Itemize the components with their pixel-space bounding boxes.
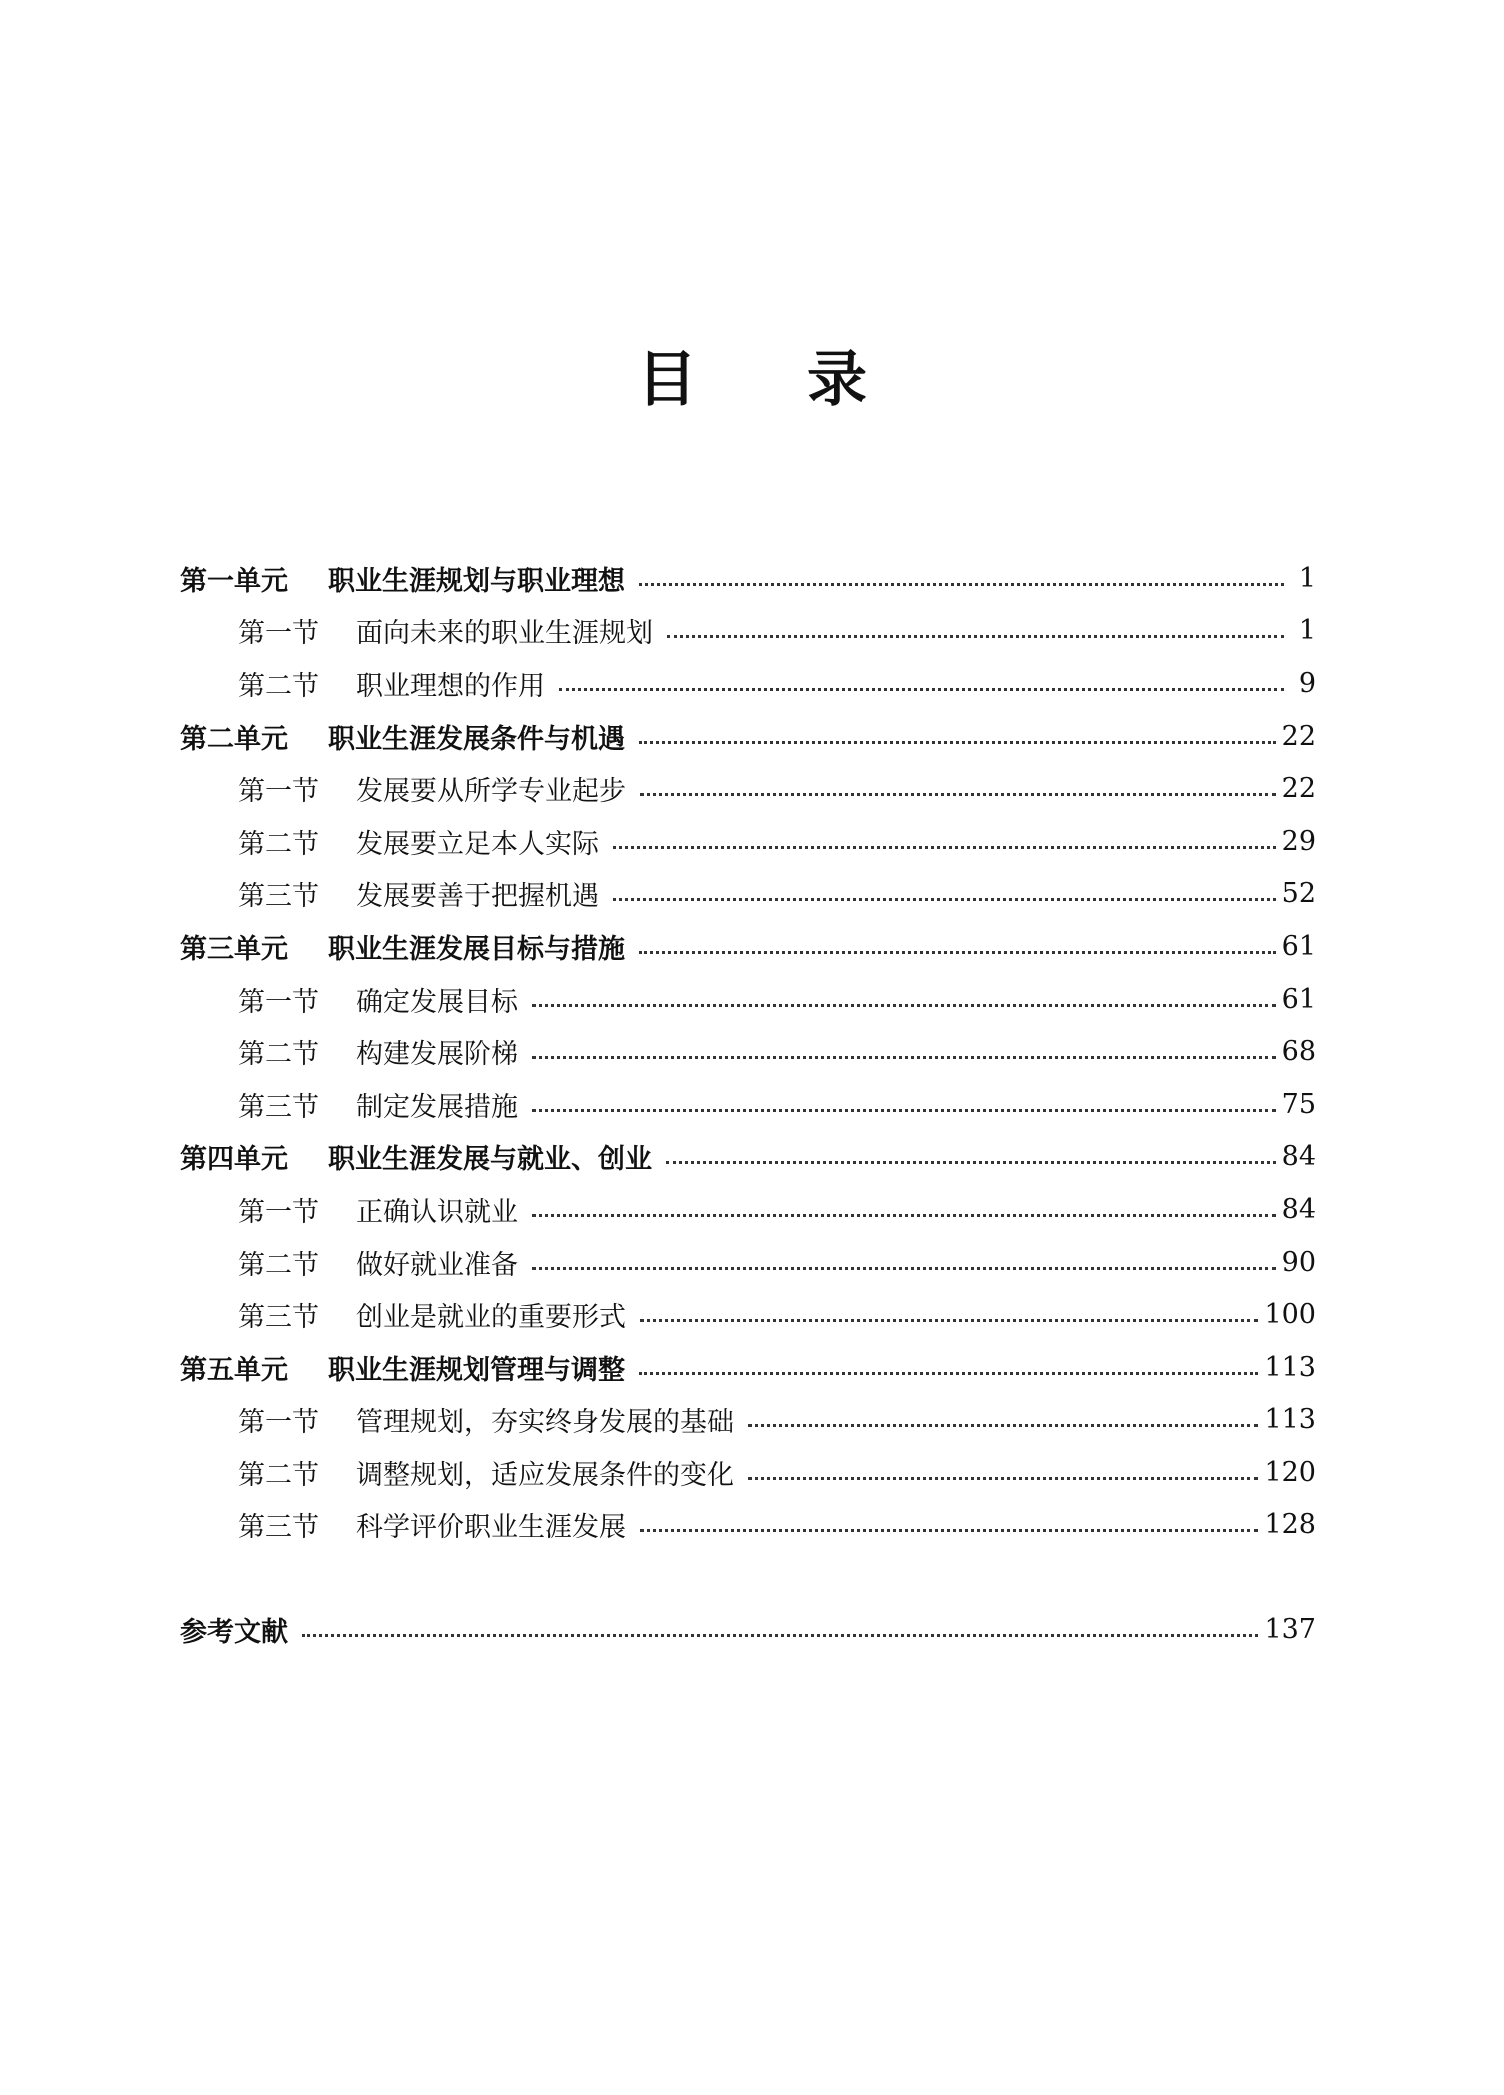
page-number: 100 bbox=[1264, 1299, 1316, 1331]
page-number: 84 bbox=[1281, 1193, 1316, 1225]
page-number: 137 bbox=[1264, 1614, 1316, 1646]
section-label: 第三节 bbox=[238, 1302, 319, 1334]
dot-leader bbox=[640, 793, 1276, 796]
table-of-contents bbox=[180, 552, 1316, 1656]
toc-references[interactable] bbox=[180, 1603, 1316, 1656]
unit-title: 职业生涯发展条件与机遇 bbox=[328, 723, 625, 755]
page-number: 90 bbox=[1281, 1246, 1316, 1278]
section-label: 第二节 bbox=[238, 1249, 319, 1281]
toc-unit-2[interactable] bbox=[180, 710, 1316, 763]
section-title: 发展要善于把握机遇 bbox=[356, 881, 599, 913]
section-title: 科学评价职业生涯发展 bbox=[356, 1512, 626, 1544]
toc-section-4-1[interactable] bbox=[180, 1183, 1316, 1236]
page-number: 52 bbox=[1281, 878, 1316, 910]
toc-section-1-2[interactable] bbox=[180, 657, 1316, 710]
toc-section-5-3[interactable] bbox=[180, 1499, 1316, 1552]
page-number: 22 bbox=[1281, 720, 1316, 752]
section-label: 第二节 bbox=[238, 1459, 319, 1491]
toc-unit-3[interactable] bbox=[180, 920, 1316, 973]
page-number: 128 bbox=[1264, 1509, 1316, 1541]
dot-leader bbox=[613, 846, 1276, 849]
section-label: 第二节 bbox=[238, 828, 319, 860]
page-number: 61 bbox=[1281, 930, 1316, 962]
section-title: 调整规划，适应发展条件的变化 bbox=[356, 1459, 734, 1491]
section-title: 制定发展措施 bbox=[356, 1091, 518, 1123]
dot-leader bbox=[532, 1056, 1276, 1059]
page-number: 113 bbox=[1264, 1404, 1316, 1436]
toc-section-5-2[interactable] bbox=[180, 1446, 1316, 1499]
section-label: 第一节 bbox=[238, 986, 319, 1018]
dot-leader bbox=[532, 1267, 1276, 1270]
section-label: 第一节 bbox=[238, 1196, 319, 1228]
section-title: 发展要从所学专业起步 bbox=[356, 776, 626, 808]
toc-section-3-2[interactable] bbox=[180, 1025, 1316, 1078]
dot-leader bbox=[640, 1319, 1258, 1322]
toc-unit-5[interactable] bbox=[180, 1341, 1316, 1394]
section-label: 第一节 bbox=[238, 776, 319, 808]
toc-section-1-1[interactable] bbox=[180, 605, 1316, 658]
unit-label: 第四单元 bbox=[180, 1144, 288, 1176]
toc-section-4-2[interactable] bbox=[180, 1236, 1316, 1289]
page-number: 61 bbox=[1281, 983, 1316, 1015]
page-number: 68 bbox=[1281, 1036, 1316, 1068]
dot-leader bbox=[666, 1161, 1276, 1164]
section-label: 第三节 bbox=[238, 1512, 319, 1544]
toc-section-2-2[interactable] bbox=[180, 815, 1316, 868]
toc-section-2-3[interactable] bbox=[180, 868, 1316, 921]
page-number: 113 bbox=[1264, 1351, 1316, 1383]
section-label: 第三节 bbox=[238, 1091, 319, 1123]
toc-section-4-3[interactable] bbox=[180, 1288, 1316, 1341]
dot-leader bbox=[639, 741, 1276, 744]
section-title: 发展要立足本人实际 bbox=[356, 828, 599, 860]
unit-label: 第一单元 bbox=[180, 565, 288, 597]
section-title: 做好就业准备 bbox=[356, 1249, 518, 1281]
dot-leader bbox=[748, 1477, 1258, 1480]
dot-leader bbox=[639, 583, 1284, 586]
unit-title: 职业生涯发展目标与措施 bbox=[328, 933, 625, 965]
unit-title: 职业生涯发展与就业、创业 bbox=[328, 1144, 652, 1176]
page-title: 目录 bbox=[637, 345, 977, 415]
dot-leader bbox=[613, 898, 1276, 901]
section-title: 确定发展目标 bbox=[356, 986, 518, 1018]
unit-label: 第三单元 bbox=[180, 933, 288, 965]
dot-leader bbox=[748, 1424, 1258, 1427]
toc-section-5-1[interactable] bbox=[180, 1394, 1316, 1447]
dot-leader bbox=[639, 1372, 1258, 1375]
section-title: 构建发展阶梯 bbox=[356, 1039, 518, 1071]
section-title: 创业是就业的重要形式 bbox=[356, 1302, 626, 1334]
unit-label: 第五单元 bbox=[180, 1354, 288, 1386]
page-number: 84 bbox=[1281, 1141, 1316, 1173]
toc-section-3-1[interactable] bbox=[180, 973, 1316, 1026]
page-number: 1 bbox=[1298, 562, 1316, 594]
dot-leader bbox=[532, 1214, 1276, 1217]
section-label: 第一节 bbox=[238, 618, 319, 650]
page-number: 1 bbox=[1298, 615, 1316, 647]
unit-label: 第二单元 bbox=[180, 723, 288, 755]
page-number: 120 bbox=[1264, 1456, 1316, 1488]
references-title: 参考文献 bbox=[180, 1617, 288, 1649]
page-number: 9 bbox=[1298, 667, 1316, 699]
unit-title: 职业生涯规划管理与调整 bbox=[328, 1354, 625, 1386]
section-label: 第二节 bbox=[238, 1039, 319, 1071]
toc-section-3-3[interactable] bbox=[180, 1078, 1316, 1131]
dot-leader bbox=[640, 1529, 1258, 1532]
section-title: 面向未来的职业生涯规划 bbox=[356, 618, 653, 650]
dot-leader bbox=[302, 1634, 1258, 1637]
dot-leader bbox=[667, 635, 1284, 638]
page-number: 75 bbox=[1281, 1088, 1316, 1120]
toc-unit-1[interactable] bbox=[180, 552, 1316, 605]
toc-unit-4[interactable] bbox=[180, 1131, 1316, 1184]
section-label: 第二节 bbox=[238, 670, 319, 702]
page-number: 29 bbox=[1281, 825, 1316, 857]
section-title: 管理规划，夯实终身发展的基础 bbox=[356, 1407, 734, 1439]
dot-leader bbox=[532, 1004, 1276, 1007]
dot-leader bbox=[639, 951, 1276, 954]
dot-leader bbox=[532, 1109, 1276, 1112]
page-number: 22 bbox=[1281, 773, 1316, 805]
section-title: 职业理想的作用 bbox=[356, 670, 545, 702]
unit-title: 职业生涯规划与职业理想 bbox=[328, 565, 625, 597]
dot-leader bbox=[559, 688, 1284, 691]
toc-section-2-1[interactable] bbox=[180, 762, 1316, 815]
section-title: 正确认识就业 bbox=[356, 1196, 518, 1228]
section-label: 第一节 bbox=[238, 1407, 319, 1439]
section-label: 第三节 bbox=[238, 881, 319, 913]
